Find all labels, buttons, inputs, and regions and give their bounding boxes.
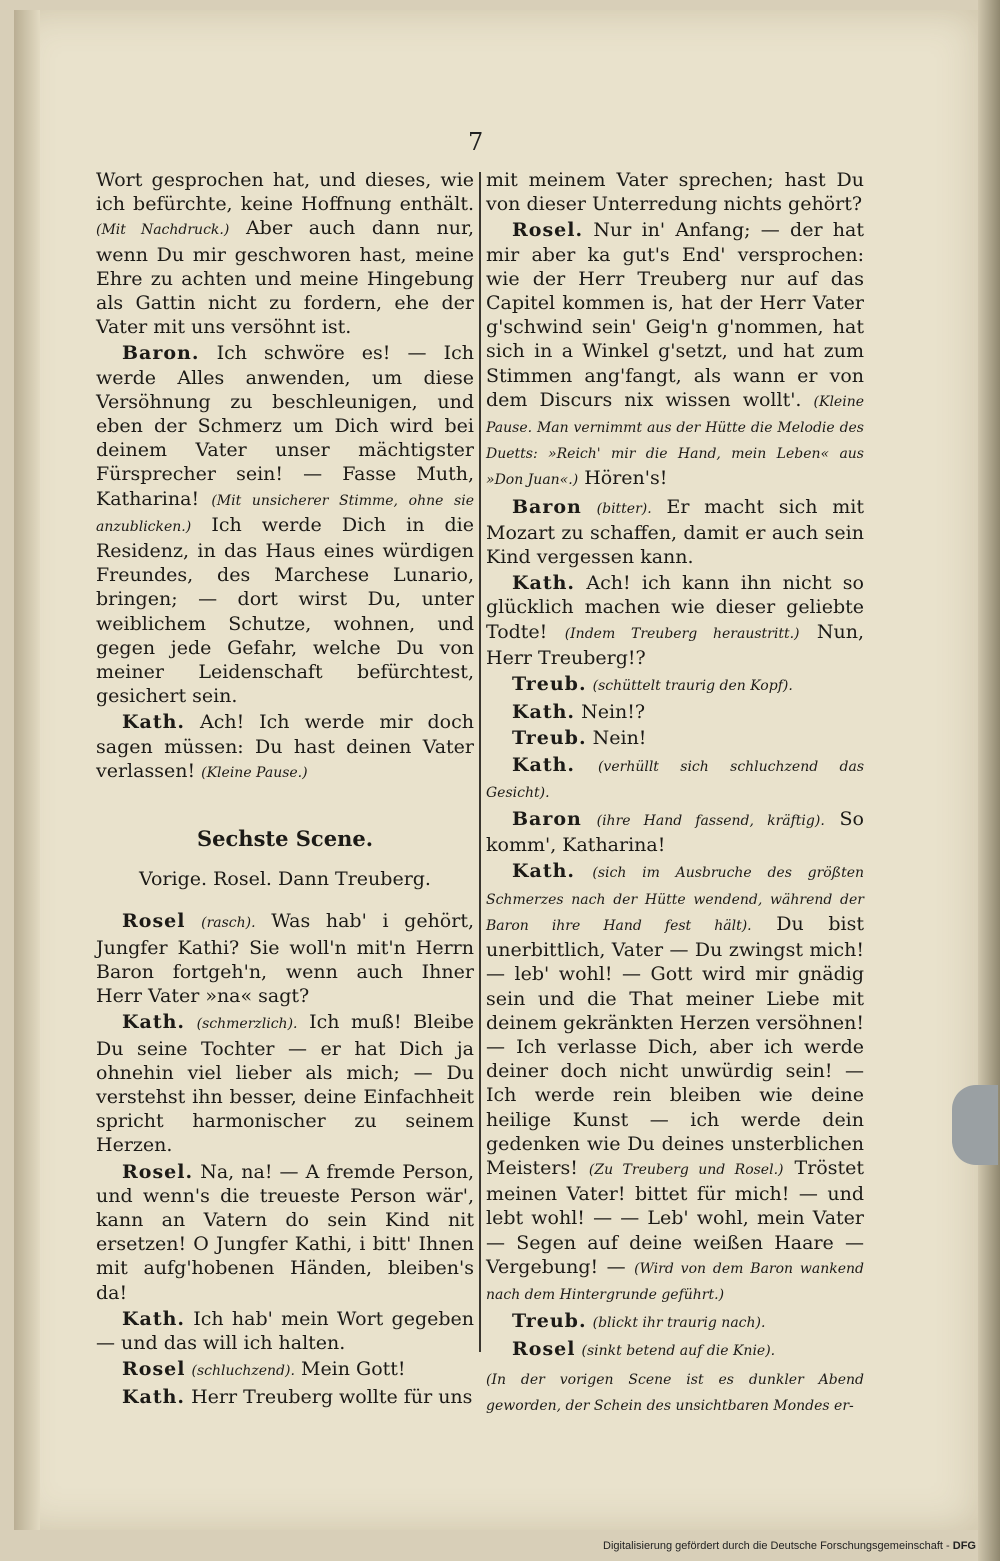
thumb-tab: [952, 1085, 998, 1165]
digitization-credit: [603, 1540, 976, 1552]
paragraph: Treub. (blickt ihr traurig nach).: [512, 1310, 766, 1333]
paragraph: Kath. (verhüllt sich schluchzend das Gesicht).: [486, 753, 864, 801]
dfg-logo: DFG: [952, 1540, 976, 1552]
credit-text: Digitalisierung gefördert durch die Deutsche Forschungsgemeinschaft -: [603, 1540, 950, 1552]
paragraph: Kath. (sich im Ausbruche des größten Schmerzes nach der Hütte wendend, während der Baron ihre Hand fest hält). Du bist unerbittlich, Vater — Du zwingst mich! — leb' wohl! — Gott wird mir gnädig sein und die That meiner Liebe mit deinem gekränkten Herzen versöhnen! — Ich verlasse Dich, aber ich werde deiner doch nicht unwürdig sein! — Ich werde rein bleiben wie deine heilige Kunst — ich werde dein gedenken wie Du deines unsterblichen Meisters! (Zu Treuberg und Rosel.) Tröstet meinen Vater! bittet für mich! — und lebt wohl! — — Leb' wohl, mein Vater — Segen auf deine weißen Haare — Vergebung! — (Wird von dem Baron wankend nach dem Hintergrunde geführt.): [486, 860, 865, 1303]
cast-list: Vorige. Rosel. Dann Treuberg.: [139, 868, 431, 891]
paragraph: Kath. (schmerzlich). Ich muß! Bleibe Du seine Tochter — er hat Dich ja ohnehin viel lieber als mich; — Du verstehst ihn besser, deine Einfachheit spricht harmonischer zu seinem Herzen.: [96, 1011, 474, 1157]
paragraph: Kath. Ach! ich kann ihn nicht so glücklich machen wie dieser geliebte Todte! (Indem Treuberg heraustritt.) Nun, Herr Treuberg!?: [486, 572, 864, 669]
paragraph: Baron. Ich schwöre es! — Ich werde Alles anwenden, um diese Versöhnung zu beschleunigen, und eben der Schmerz um Dich wird bei deinem Vater unser mächtigster Fürsprecher sein! — Fasse Muth, Katharina! (Mit unsicherer Stimme, ohne sie anzublicken.) Ich werde Dich in die Residenz, in das Haus eines würdigen Freundes, des Marchese Lunario, bringen; — dort wirst Du, unter weiblichem Schutze, wohnen, und gegen jede Gefahr, welche Du von meiner Leidenschaft befürchtest, gesichert sein.: [96, 342, 474, 708]
column-divider: [479, 172, 481, 1352]
scene-title: Sechste Scene.: [196, 826, 374, 852]
right-column: [486, 168, 864, 1420]
paragraph: Treub. Nein!: [512, 727, 647, 750]
paragraph: Kath. Herr Treuberg wollte für uns: [122, 1386, 473, 1409]
paragraph: Kath. Ach! Ich werde mir doch sagen müssen: Du hast deinen Vater verlassen! (Kleine Pause.): [96, 711, 474, 782]
page-number: 7: [468, 128, 484, 156]
paragraph: Baron (ihre Hand fassend, kräftig). So komm', Katharina!: [486, 808, 864, 857]
stage-direction: (In der vorigen Scene ist es dunkler Abend geworden, der Schein des unsichtbaren Mondes er-: [486, 1371, 864, 1414]
paragraph: Rosel (schluchzend). Mein Gott!: [122, 1358, 406, 1381]
paragraph: Wort gesprochen hat, und dieses, wie ich befürchte, keine Hoffnung enthält. (Mit Nachdruck.) Aber auch dann nur, wenn Du mir geschworen hast, meine Ehre zu achten und meine Hingebung als Gattin nicht zu fordern, ehe der Vater mit uns versöhnt ist.: [96, 169, 474, 339]
paragraph: Rosel (rasch). Was hab' i gehört, Jungfer Kathi? Sie woll'n mit'n Herrn Baron fortgeh'n, wenn auch Ihner Herr Vater »na« sagt?: [96, 910, 475, 1008]
paragraph: Rosel. Na, na! — A fremde Person, und wenn's die treueste Person wär', kann an Vatern do sein Kind nit ersetzen! O Jungfer Kathi, i bitt' Ihnen mit aufg'hobenen Händen, bleiben's da!: [96, 1160, 474, 1304]
paragraph: mit meinem Vater sprechen; hast Du von dieser Unterredung nichts gehört?: [486, 169, 864, 216]
left-column: [96, 168, 474, 1412]
paragraph: Baron (bitter). Er macht sich mit Mozart zu schaffen, damit er auch sein Kind vergessen kann.: [486, 495, 864, 569]
page-edge: [978, 0, 1000, 1561]
paragraph: Kath. Ich hab' mein Wort gegeben — und das will ich halten.: [96, 1307, 475, 1354]
paragraph: Rosel (sinkt betend auf die Knie).: [512, 1338, 776, 1361]
paragraph: Kath. Nein!?: [512, 701, 646, 724]
page-gutter: [14, 10, 40, 1530]
paragraph: Treub. (schüttelt traurig den Kopf).: [512, 673, 793, 696]
paragraph: Rosel. Nur in' Anfang; — der hat mir aber ka gut's End' versprochen: wie der Herr Treuberg nur auf das Capitel kommen is, hat der Herr Vater g'schwind sein' Geig'n g'nommen, hat sich in a Winkel g'setzt, und hat zum Stimmen ang'fangt, als wann er von dem Discurs nix wissen wollt'. (Kleine Pause. Man vernimmt aus der Hütte die Melodie des Duetts: »Reich' mir die Hand, mein Leben« aus »Don Juan«.) Hören's!: [486, 219, 864, 490]
